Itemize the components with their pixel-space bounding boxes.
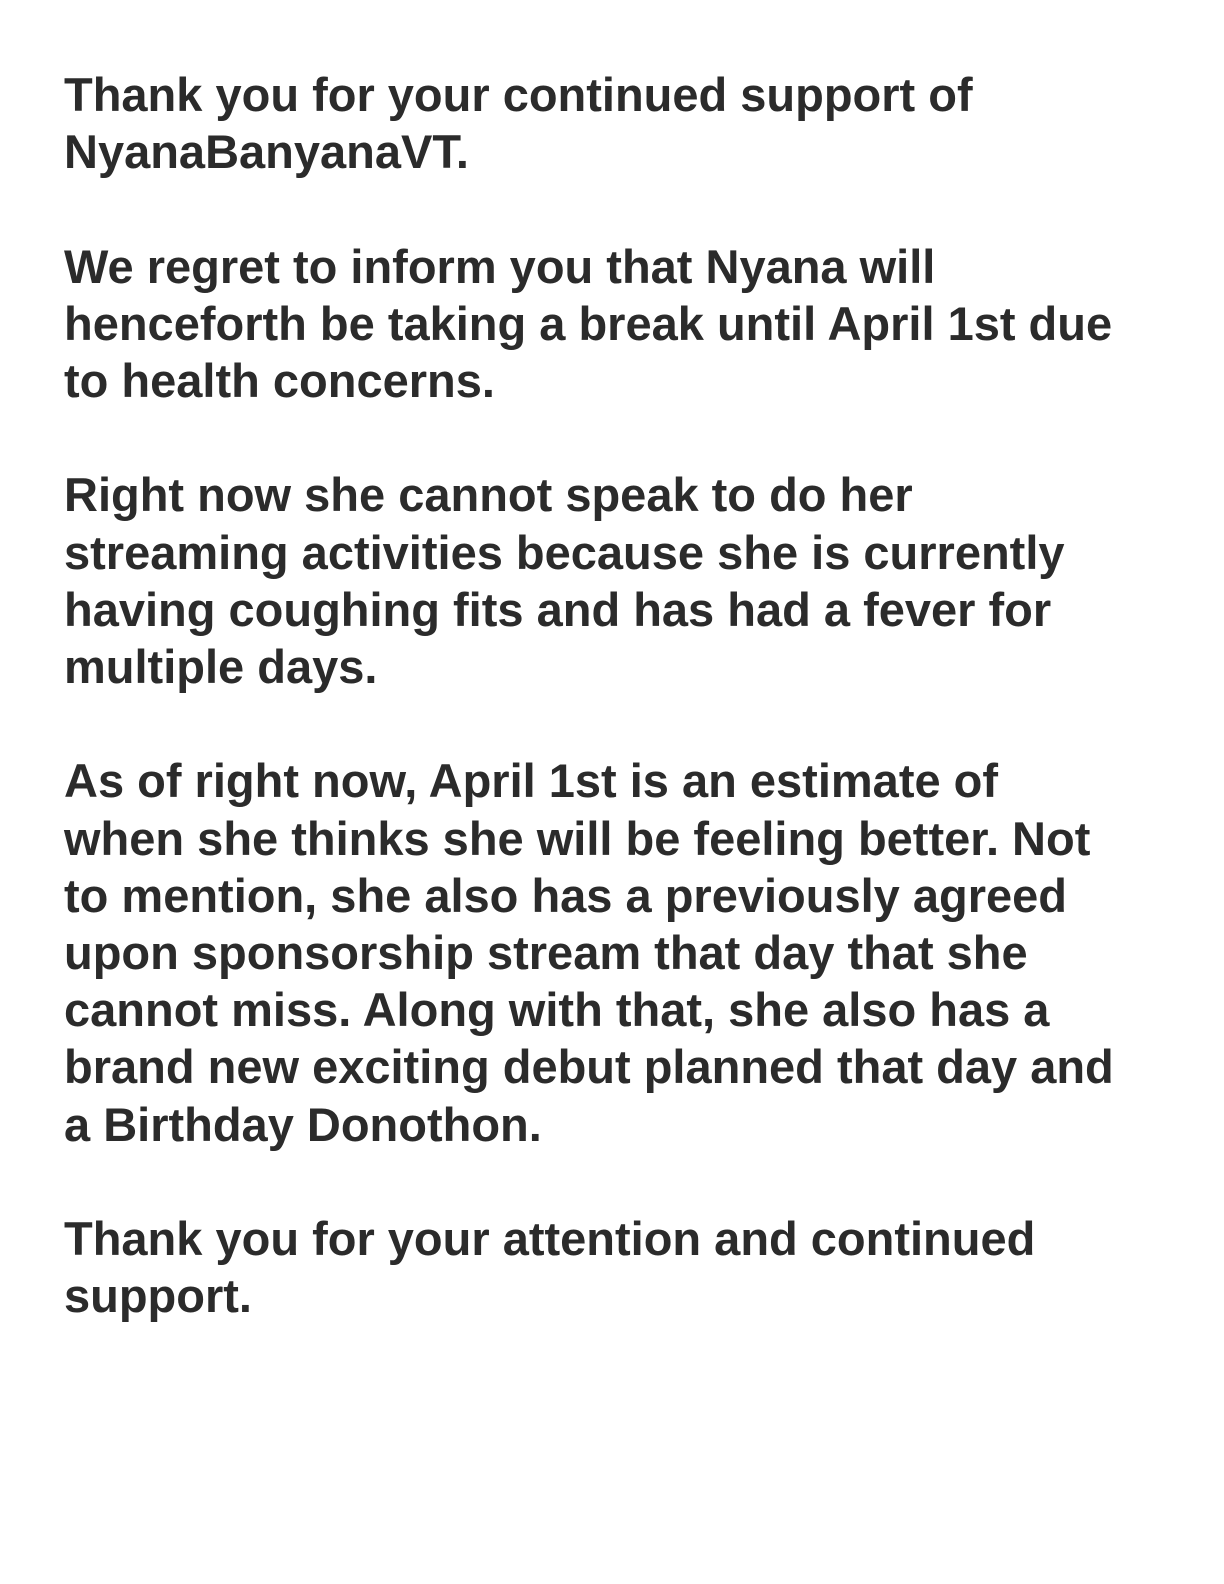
text-line: when she thinks she will be feeling better. Not	[64, 811, 1091, 865]
text-line: to mention, she also has a previously agreed	[64, 868, 1067, 922]
text-line: Thank you for your attention and continued	[64, 1212, 1036, 1265]
text-line: cannot miss. Along with that, she also has a	[64, 983, 1050, 1037]
text-line: We regret to inform you that Nyana will	[64, 239, 936, 293]
text-line: having coughing fits and has had a fever for	[64, 582, 1052, 636]
paragraph-break-notice	[64, 238, 1174, 410]
text-line: streaming activities because she is currently	[64, 525, 1065, 579]
text-line: support.	[64, 1269, 252, 1323]
text-line: NyanaBanyanaVT.	[64, 125, 469, 179]
paragraph-return-plans	[64, 752, 1174, 1152]
announcement-document	[64, 66, 1174, 1382]
text-line: brand new exciting debut planned that day and	[64, 1040, 1114, 1094]
text-line: henceforth be taking a break until April 1st due	[64, 296, 1113, 350]
paragraph-closing-thanks	[64, 1210, 1174, 1324]
text-line: a Birthday Donothon.	[64, 1097, 542, 1151]
paragraph-thanks-intro	[64, 66, 1174, 180]
text-line: Right now she cannot speak to do her	[64, 468, 913, 522]
text-line: to health concerns.	[64, 354, 495, 407]
text-line: As of right now, April 1st is an estimate of	[64, 754, 999, 808]
text-line: Thank you for your continued support of	[64, 68, 973, 121]
text-line: multiple days.	[64, 640, 378, 693]
paragraph-health-details	[64, 466, 1174, 695]
text-line: upon sponsorship stream that day that she	[64, 926, 1028, 979]
